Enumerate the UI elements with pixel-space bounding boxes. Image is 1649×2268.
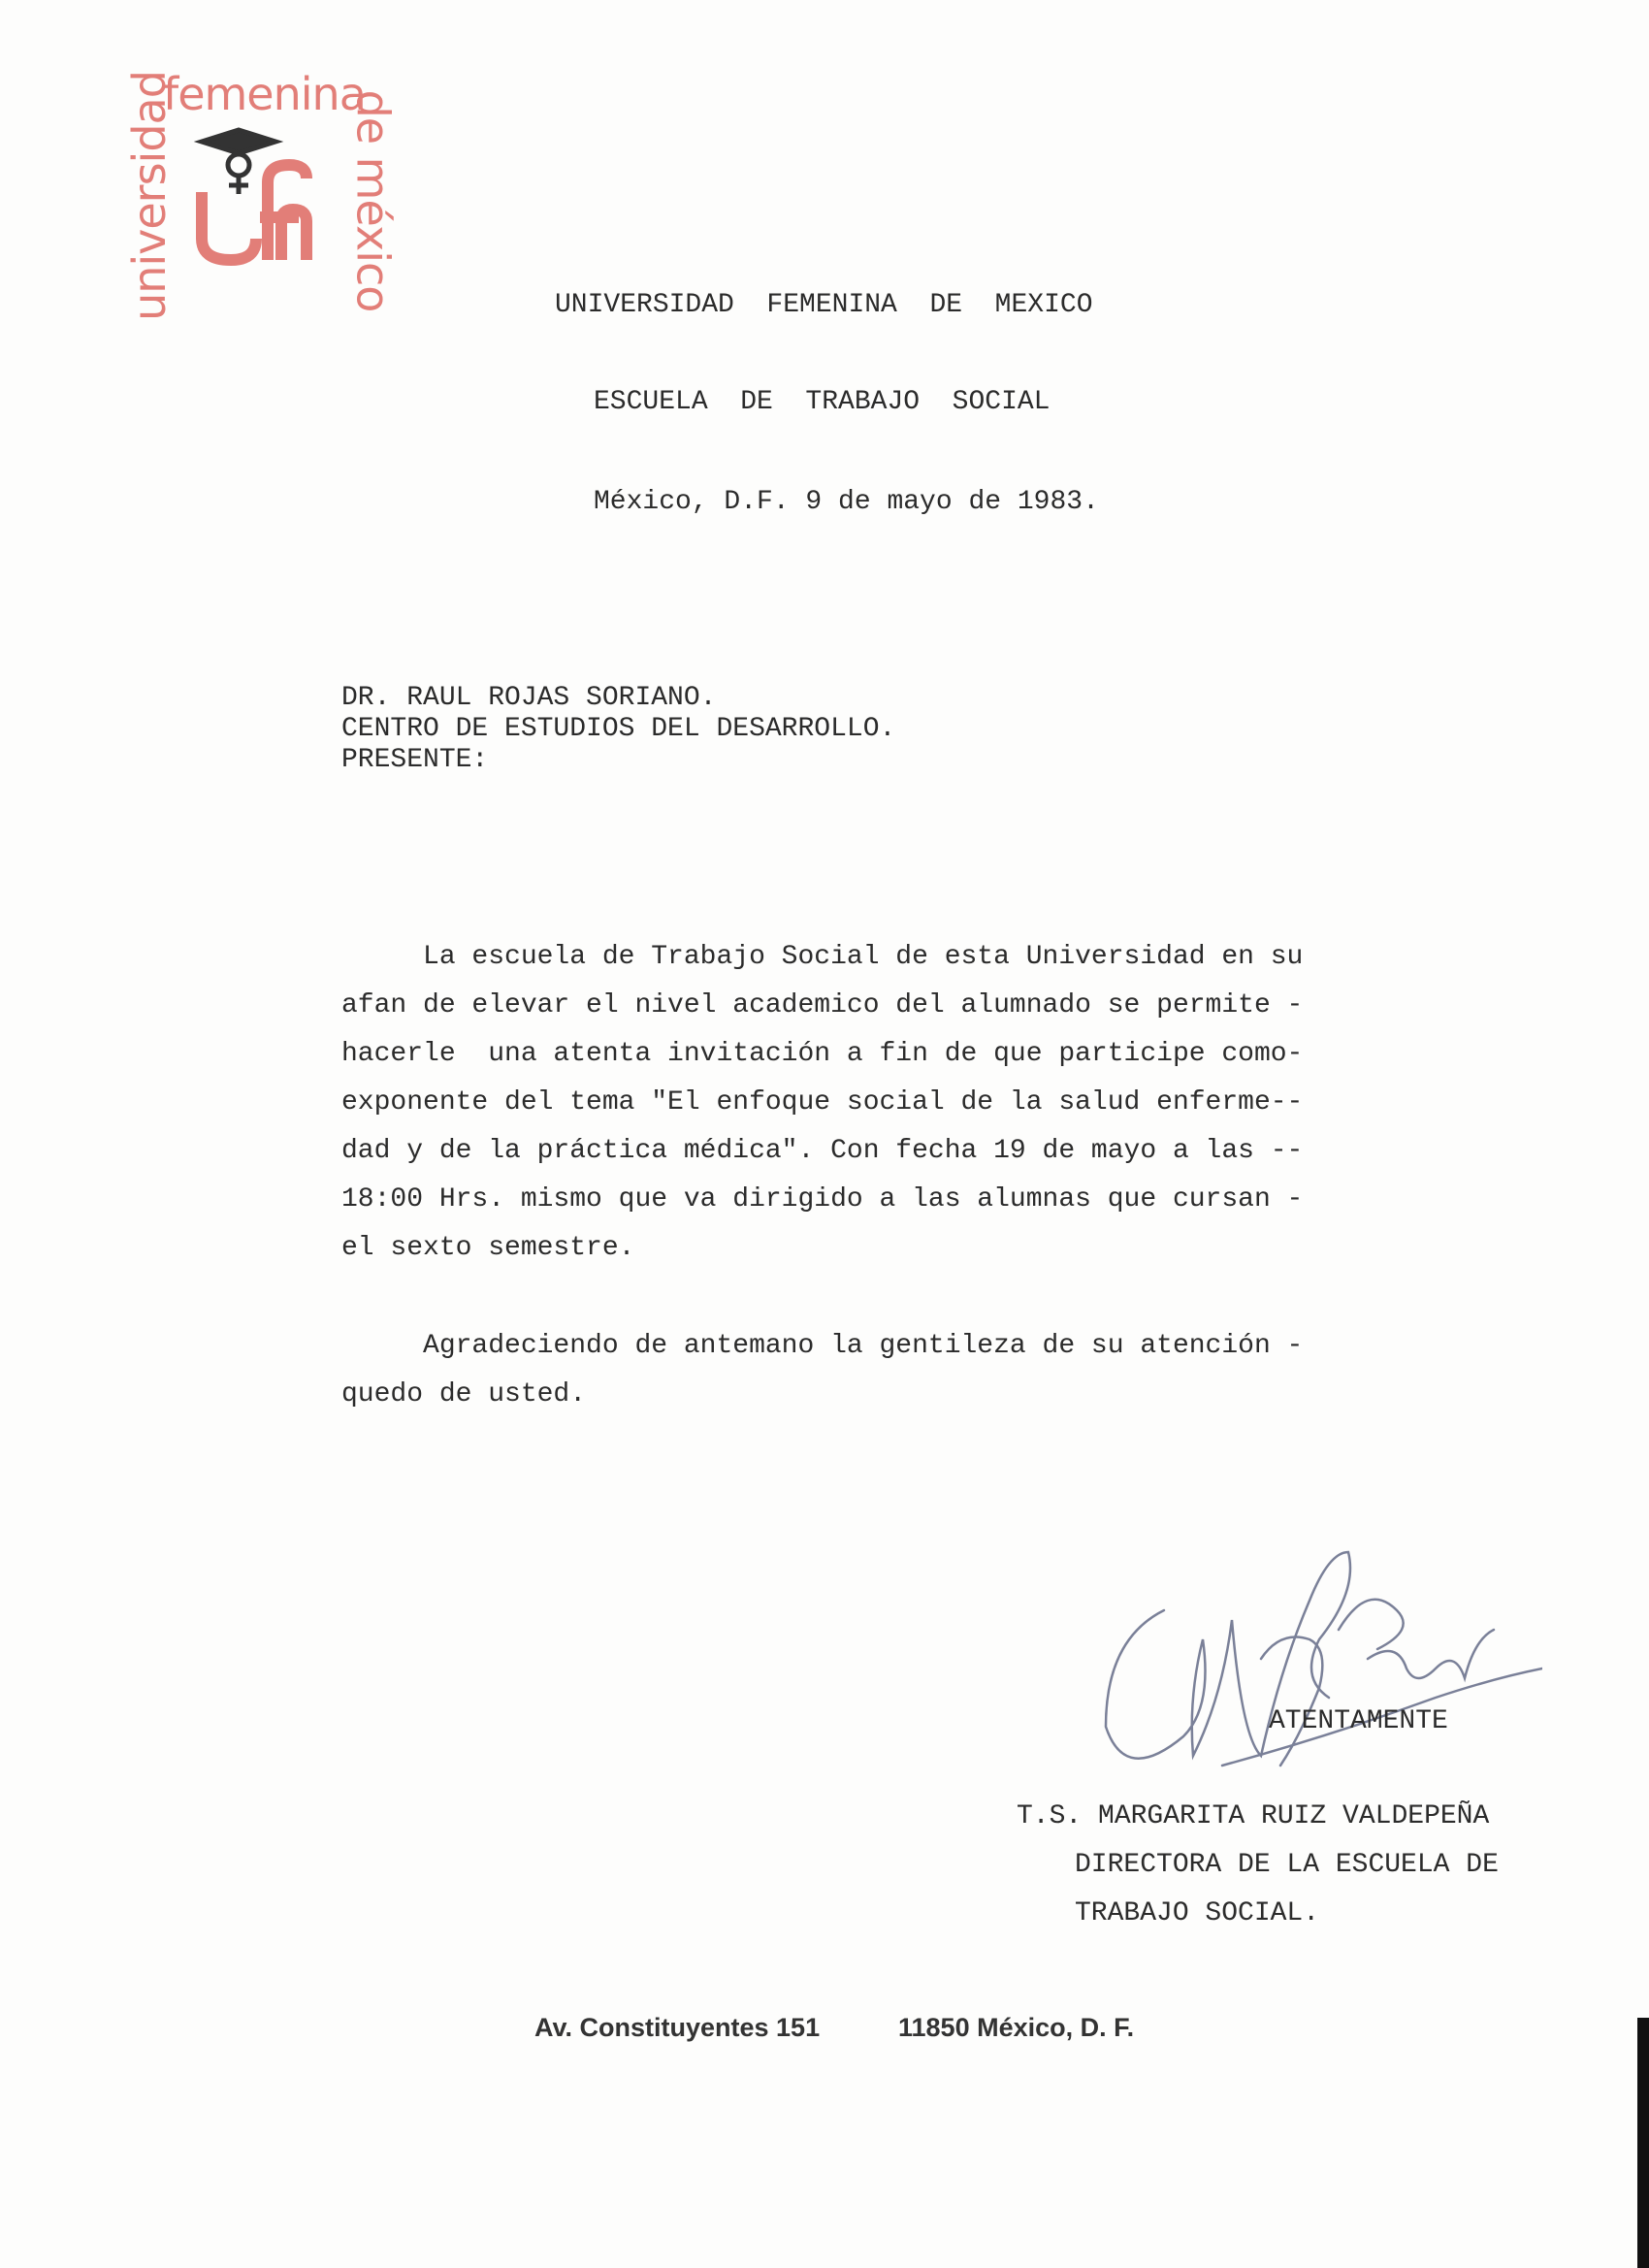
- signatory-title-line2: TRABAJO SOCIAL.: [1075, 1898, 1320, 1928]
- body-line: 18:00 Hrs. mismo que va dirigido a las alumnas que cursan -: [341, 1184, 1304, 1215]
- body-line: La escuela de Trabajo Social de esta Universidad en su: [341, 942, 1304, 972]
- body-line: exponente del tema "El enfoque social de la salud enferme--: [341, 1087, 1304, 1118]
- recipient-institution: CENTRO DE ESTUDIOS DEL DESARROLLO.: [341, 714, 896, 744]
- recipient-block: [341, 683, 896, 800]
- recipient-name: DR. RAUL ROJAS SORIANO.: [341, 683, 717, 713]
- body-paragraph-2: [341, 1331, 1304, 1419]
- recipient-presente: PRESENTE:: [341, 745, 489, 775]
- body-line: quedo de usted.: [341, 1379, 587, 1409]
- logo-text-top: femenina: [163, 68, 366, 120]
- handwritten-signature: [1086, 1523, 1542, 1814]
- body-paragraph-1: [341, 942, 1304, 1263]
- university-title: UNIVERSIDAD FEMENINA DE MEXICO: [555, 290, 1093, 320]
- footer-city: 11850 México, D. F.: [898, 2013, 1135, 2042]
- body-line: el sexto semestre.: [341, 1233, 635, 1263]
- body-line: afan de elevar el nivel academico del alumnado se permite -: [341, 990, 1304, 1021]
- ufm-monogram-icon: [192, 124, 318, 270]
- footer-street: Av. Constituyentes 151: [534, 2013, 821, 2042]
- school-title: ESCUELA DE TRABAJO SOCIAL: [594, 387, 1051, 417]
- signatory-title-line1: DIRECTORA DE LA ESCUELA DE: [1075, 1850, 1499, 1880]
- letter-date: México, D.F. 9 de mayo de 1983.: [594, 487, 1099, 517]
- signatory-name: T.S. MARGARITA RUIZ VALDEPEÑA: [1017, 1801, 1490, 1831]
- body-line: hacerle una atenta invitación a fin de que participe como-: [341, 1039, 1304, 1069]
- body-line: dad y de la práctica médica". Con fecha 19 de mayo a las --: [341, 1136, 1304, 1166]
- logo-text-right: de méxico: [346, 89, 400, 312]
- closing-salutation: ATENTAMENTE: [1269, 1706, 1448, 1736]
- scan-edge-shadow: [1637, 2018, 1649, 2268]
- body-line: Agradeciendo de antemano la gentileza de su atención -: [341, 1331, 1304, 1361]
- logo-text-left: universidad: [122, 71, 176, 321]
- university-logo: [122, 68, 400, 321]
